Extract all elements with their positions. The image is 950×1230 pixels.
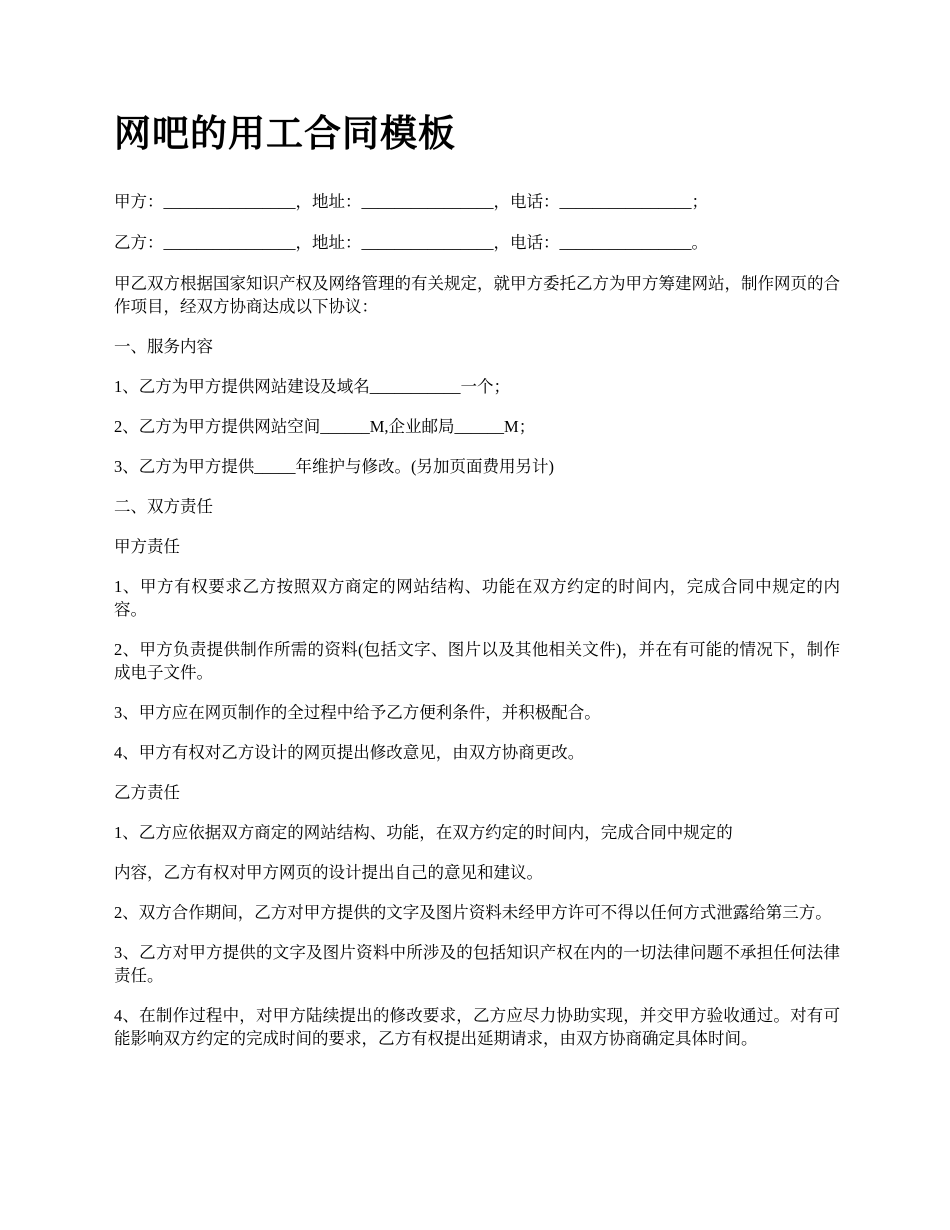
section-heading-responsibilities: 二、双方责任 xyxy=(114,497,213,516)
party-b-info: 乙方：________________，地址：________________，电话：________________。 xyxy=(114,233,708,252)
party-a-resp-heading: 甲方责任 xyxy=(114,537,180,556)
party-a-resp-item: 1、甲方有权要求乙方按照双方商定的网站结构、功能在双方约定的时间内，完成合同中规定的内容。 xyxy=(114,577,840,619)
service-item: 3、乙方为甲方提供_____年维护与修改。(另加页面费用另计) xyxy=(114,457,554,476)
party-b-resp-item-line: 内容，乙方有权对甲方网页的设计提出自己的意见和建议。 xyxy=(114,863,543,882)
service-item: 1、乙方为甲方提供网站建设及域名___________一个； xyxy=(114,377,510,396)
party-a-resp-item: 2、甲方负责提供制作所需的资料(包括文字、图片以及其他相关文件)，并在有可能的情况下，制作成电子文件。 xyxy=(114,640,840,682)
party-b-resp-item-line: 1、乙方应依据双方商定的网站结构、功能，在双方约定的时间内，完成合同中规定的 xyxy=(114,823,733,842)
document-title: 网吧的用工合同模板 xyxy=(114,114,456,155)
party-a-info: 甲方：________________，地址：________________，电话：________________； xyxy=(114,192,708,211)
service-item: 2、乙方为甲方提供网站空间______M,企业邮局______M； xyxy=(114,417,536,436)
party-b-resp-item: 3、乙方对甲方提供的文字及图片资料中所涉及的包括知识产权在内的一切法律问题不承担任何法律责任。 xyxy=(114,943,840,985)
party-b-resp-item: 4、在制作过程中，对甲方陆续提出的修改要求，乙方应尽力协助实现，并交甲方验收通过。对有可能影响双方约定的完成时间的要求，乙方有权提出延期请求，由双方协商确定具体时间。 xyxy=(114,1006,840,1048)
party-a-resp-item: 3、甲方应在网页制作的全过程中给予乙方便利条件，并积极配合。 xyxy=(114,703,601,722)
section-heading-services: 一、服务内容 xyxy=(114,337,213,356)
party-b-resp-heading: 乙方责任 xyxy=(114,783,180,802)
party-a-resp-item: 4、甲方有权对乙方设计的网页提出修改意见，由双方协商更改。 xyxy=(114,743,585,762)
intro-paragraph: 甲乙双方根据国家知识产权及网络管理的有关规定，就甲方委托乙方为甲方筹建网站，制作网页的合作项目，经双方协商达成以下协议： xyxy=(114,274,840,316)
party-b-resp-item: 2、双方合作期间，乙方对甲方提供的文字及图片资料未经甲方许可不得以任何方式泄露给第三方。 xyxy=(114,903,832,922)
